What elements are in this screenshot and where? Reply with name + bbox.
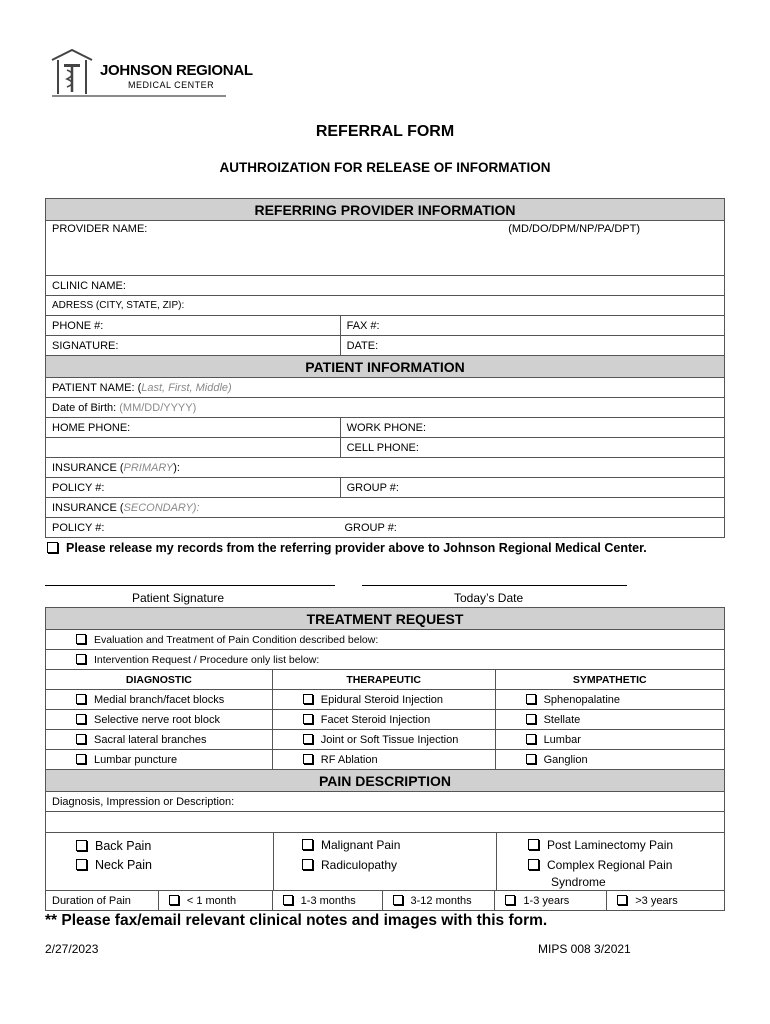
provider-name-field[interactable] [46, 221, 725, 276]
pain-type-options [45, 833, 725, 891]
duration-option[interactable] [382, 891, 495, 911]
provider-credentials: (MD/DO/DPM/NP/PA/DPT) [508, 223, 640, 235]
therapeutic-option-label: Facet Steroid Injection [320, 713, 431, 726]
dob-hint: (MM/DD/YYYY) [119, 401, 197, 414]
provider-name-label: PROVIDER NAME: [52, 223, 148, 235]
therapeutic-option[interactable] [272, 710, 495, 730]
diagnosis-description-field[interactable]: Diagnosis, Impression or Description: [46, 792, 725, 812]
diagnostic-option-label: Selective nerve root block [94, 713, 220, 726]
back-pain-label: Back Pain [95, 839, 152, 853]
insurance-primary-field[interactable]: INSURANCE (PRIMARY): [46, 458, 725, 478]
insurance-secondary-field[interactable]: INSURANCE (SECONDARY): [46, 498, 725, 518]
group-field-1[interactable]: GROUP #: [340, 478, 724, 498]
complex-regional-option[interactable] [528, 858, 672, 872]
column-therapeutic: THERAPEUTIC [272, 670, 495, 690]
address-field[interactable]: ADRESS (CITY, STATE, ZIP): [46, 296, 725, 316]
footer-form-code: MIPS 008 3/2021 [538, 942, 631, 956]
policy-group-row-2[interactable] [46, 518, 725, 538]
logo-subtitle: MEDICAL CENTER [128, 80, 215, 90]
dob-field[interactable] [46, 398, 725, 418]
diagnostic-option-label: Lumbar puncture [94, 753, 178, 766]
therapeutic-option-label: Epidural Steroid Injection [320, 693, 444, 706]
logo-wordmark: JOHNSON REGIONAL [100, 62, 253, 79]
insurance-secondary-hint: SECONDARY [123, 501, 193, 514]
duration-option-label: 1-3 years [523, 894, 570, 907]
sympathetic-option[interactable] [495, 730, 724, 750]
signature-field[interactable]: SIGNATURE: [46, 336, 341, 356]
patient-signature-line[interactable] [45, 585, 335, 586]
sympathetic-option[interactable] [495, 710, 724, 730]
group-field-2: GROUP #: [344, 521, 397, 534]
sympathetic-option-label: Stellate [543, 713, 581, 726]
patient-name-label: PATIENT NAME: ( [52, 381, 142, 394]
duration-option-label: >3 years [635, 894, 678, 907]
patient-name-field[interactable]: PATIENT NAME: (Last, First, Middle) [46, 378, 725, 398]
sympathetic-option[interactable] [495, 690, 724, 710]
duration-option[interactable] [607, 891, 725, 911]
therapeutic-option-label: RF Ablation [320, 753, 378, 766]
footer-date: 2/27/2023 [45, 942, 99, 956]
sympathetic-option-label: Ganglion [543, 753, 588, 766]
diagnostic-option[interactable] [46, 750, 273, 770]
treatment-option-intervention[interactable] [46, 650, 725, 670]
complex-regional-label: Complex Regional Pain [547, 858, 673, 872]
form-subtitle: AUTHROIZATION FOR RELEASE OF INFORMATION [219, 160, 551, 175]
duration-option-label: 3-12 months [410, 894, 472, 907]
post-laminectomy-option[interactable] [528, 838, 673, 852]
sympathetic-option-label: Lumbar [543, 733, 581, 746]
release-statement: Please release my records from the referring provider above to Johnson Regional Medical Center. [66, 541, 647, 555]
column-sympathetic: SYMPATHETIC [495, 670, 724, 690]
fax-note: ** Please fax/email relevant clinical notes and images with this form. [45, 912, 548, 929]
empty-cell [46, 438, 341, 458]
duration-option[interactable] [495, 891, 607, 911]
treatment-option-intervention-label: Intervention Request / Procedure only list below: [94, 653, 320, 666]
neck-pain-option[interactable] [76, 858, 152, 872]
referring-provider-header: REFERRING PROVIDER INFORMATION [46, 199, 725, 221]
treatment-request-header: TREATMENT REQUEST [46, 608, 725, 630]
date-field[interactable]: DATE: [340, 336, 724, 356]
duration-label: Duration of Pain [46, 891, 159, 911]
complex-regional-label-2: Syndrome [551, 875, 606, 889]
policy-field-1[interactable]: POLICY #: [46, 478, 341, 498]
diagnostic-option[interactable] [46, 690, 273, 710]
sympathetic-option[interactable] [495, 750, 724, 770]
neck-pain-label: Neck Pain [95, 858, 152, 872]
todays-date-label: Today’s Date [454, 591, 524, 605]
therapeutic-option[interactable] [272, 750, 495, 770]
release-checkbox[interactable] [47, 542, 58, 553]
patient-signature-label: Patient Signature [132, 591, 225, 605]
insurance-label: INSURANCE ( [52, 461, 124, 474]
clinic-name-field[interactable]: CLINIC NAME: [46, 276, 725, 296]
column-diagnostic: DIAGNOSTIC [46, 670, 273, 690]
malignant-pain-label: Malignant Pain [321, 838, 401, 852]
diagnosis-description-blank[interactable] [46, 812, 725, 833]
diagnostic-option-label: Medial branch/facet blocks [94, 693, 225, 706]
malignant-pain-option[interactable] [302, 838, 400, 852]
duration-option[interactable] [158, 891, 272, 911]
diagnostic-option[interactable] [46, 710, 273, 730]
duration-option[interactable] [272, 891, 382, 911]
insurance-label-2: INSURANCE ( [52, 501, 124, 514]
dob-label: Date of Birth: [52, 401, 120, 414]
work-phone-field[interactable]: WORK PHONE: [340, 418, 724, 438]
duration-table [45, 890, 725, 911]
form-title: REFERRAL FORM [315, 123, 455, 140]
duration-option-label: < 1 month [186, 894, 237, 907]
home-phone-field[interactable]: HOME PHONE: [46, 418, 341, 438]
treatment-request-table [45, 607, 725, 833]
sympathetic-option-label: Sphenopalatine [543, 693, 621, 706]
cell-phone-field[interactable]: CELL PHONE: [340, 438, 724, 458]
therapeutic-option[interactable] [272, 730, 495, 750]
back-pain-option[interactable] [76, 839, 151, 853]
radiculopathy-option[interactable] [302, 858, 397, 872]
phone-field[interactable]: PHONE #: [46, 316, 341, 336]
therapeutic-option-label: Joint or Soft Tissue Injection [320, 733, 459, 746]
pain-description-header: PAIN DESCRIPTION [46, 770, 725, 792]
post-laminectomy-label: Post Laminectomy Pain [547, 838, 674, 852]
todays-date-line[interactable] [362, 585, 627, 586]
fax-field[interactable]: FAX #: [340, 316, 724, 336]
duration-option-label: 1-3 months [300, 894, 356, 907]
patient-info-header: PATIENT INFORMATION [46, 356, 725, 378]
diagnostic-option-label: Sacral lateral branches [94, 733, 207, 746]
therapeutic-option[interactable] [272, 690, 495, 710]
patient-name-hint: Last, First, Middle [141, 381, 229, 394]
provider-patient-table [45, 198, 725, 538]
radiculopathy-label: Radiculopathy [321, 858, 398, 872]
release-statement-row[interactable] [47, 541, 647, 555]
policy-field-2: POLICY #: [52, 521, 105, 534]
insurance-primary-hint: PRIMARY [123, 461, 174, 474]
treatment-option-evaluation[interactable] [46, 630, 725, 650]
treatment-option-evaluation-label: Evaluation and Treatment of Pain Condition described below: [94, 633, 379, 646]
diagnostic-option[interactable] [46, 730, 273, 750]
